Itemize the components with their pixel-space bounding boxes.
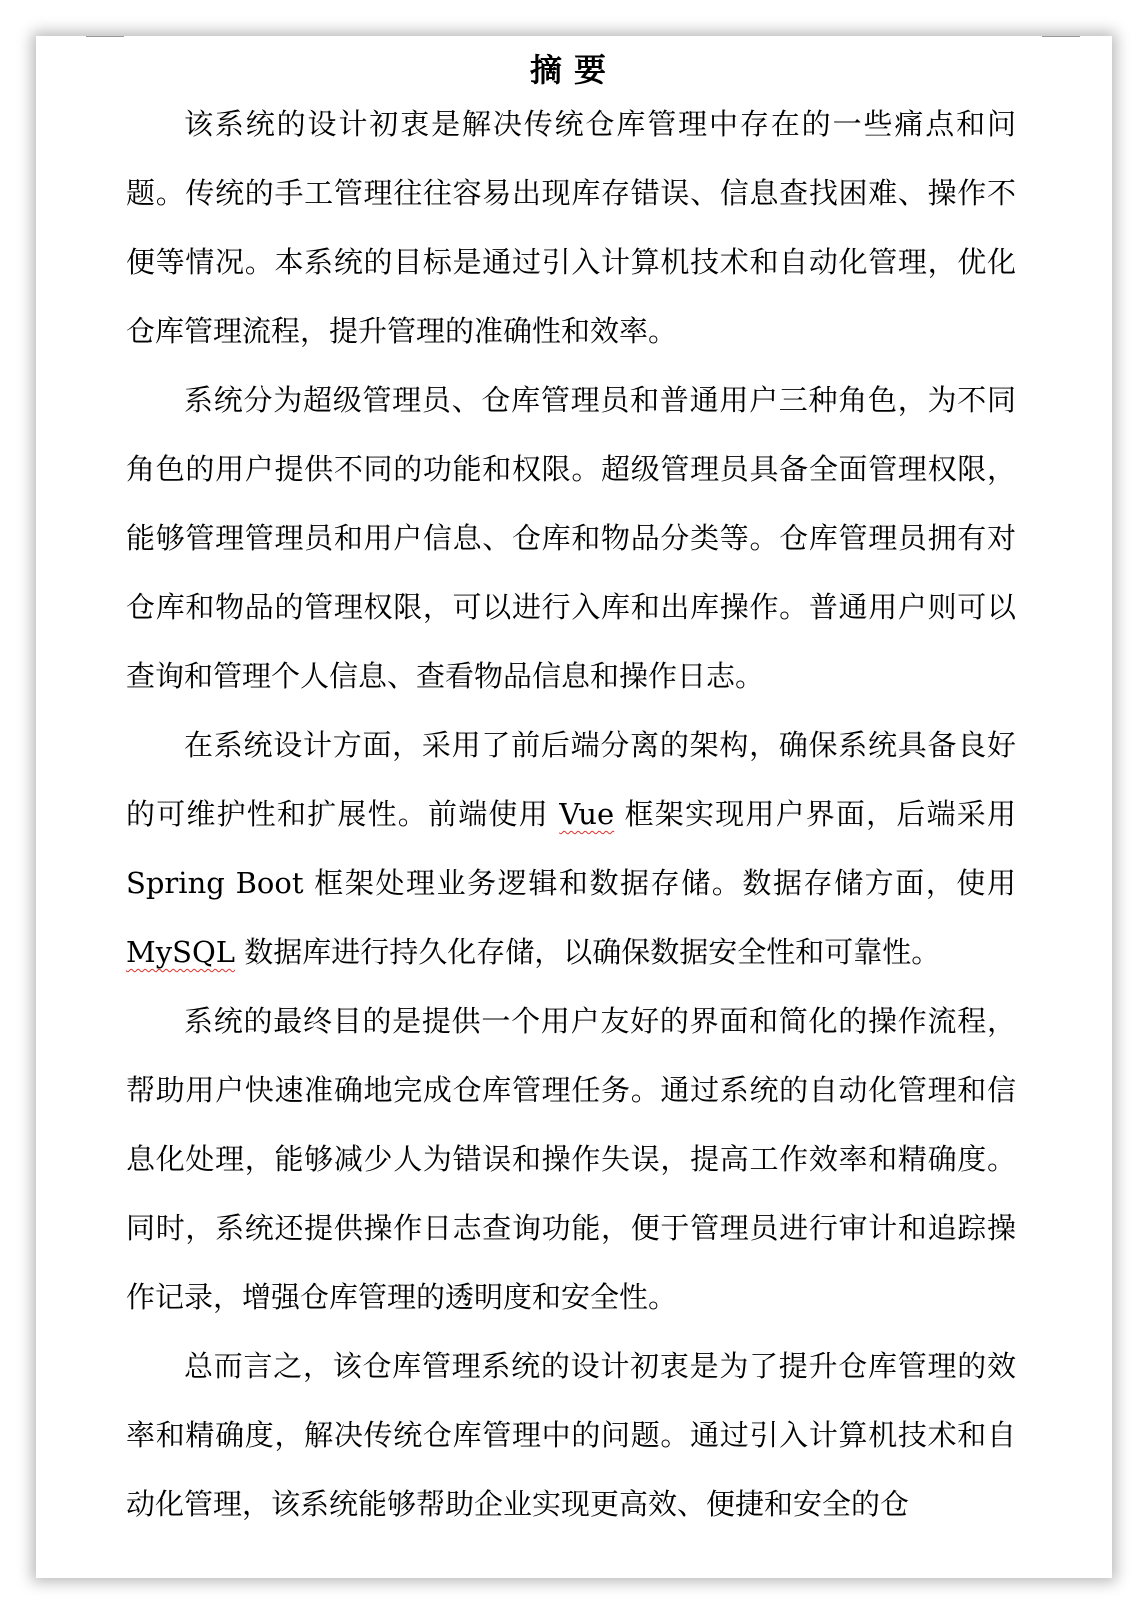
document-body[interactable] <box>126 90 1016 1539</box>
text-run: 系统的最终目的是提供一个用户友好的界面和简化的操作流程，帮助用户快速准确地完成仓库管理任务。通过系统的自动化管理和信息化处理，能够减少人为错误和操作失误，提高工作效率和精确度。同时，系统还提供操作日志查询功能，便于管理员进行审计和追踪操作记录，增强仓库管理的透明度和安全性。 <box>126 1004 1016 1314</box>
text-run: 框架实现用户界面，后端采用 Spring Boot 框架处理业务逻辑和数据存储。数据存储方面，使用 <box>126 797 1016 900</box>
spellcheck-flagged-word[interactable]: Vue <box>559 797 615 831</box>
spellcheck-flagged-word[interactable]: MySQL <box>126 935 235 969</box>
paragraph <box>126 987 1016 1332</box>
document-title: 摘要 <box>529 51 618 89</box>
paragraph <box>126 1332 1016 1539</box>
text-run: 该系统的设计初衷是解决传统仓库管理中存在的一些痛点和问题。传统的手工管理往往容易出现库存错误、信息查找困难、操作不便等情况。本系统的目标是通过引入计算机技术和自动化管理，优化仓库管理流程，提升管理的准确性和效率。 <box>126 107 1016 348</box>
paragraph <box>126 711 1016 987</box>
paragraph <box>126 90 1016 366</box>
text-run: 在系统设计方面，采用了前后端分离的架构，确保系统具备良好的可维护性和扩展性。前端使用 <box>126 728 1016 831</box>
crop-mark-left <box>86 36 124 37</box>
crop-mark-right <box>1042 36 1080 37</box>
document-page <box>36 36 1112 1578</box>
text-run: 总而言之，该仓库管理系统的设计初衷是为了提升仓库管理的效率和精确度，解决传统仓库管理中的问题。通过引入计算机技术和自动化管理，该系统能够帮助企业实现更高效、便捷和安全的仓 <box>126 1349 1016 1521</box>
text-run: 系统分为超级管理员、仓库管理员和普通用户三种角色，为不同角色的用户提供不同的功能和权限。超级管理员具备全面管理权限，能够管理管理员和用户信息、仓库和物品分类等。仓库管理员拥有对仓库和物品的管理权限，可以进行入库和出库操作。普通用户则可以查询和管理个人信息、查看物品信息和操作日志。 <box>126 383 1016 693</box>
text-run: 数据库进行持久化存储，以确保数据安全性和可靠性。 <box>234 935 941 969</box>
paragraph <box>126 366 1016 711</box>
